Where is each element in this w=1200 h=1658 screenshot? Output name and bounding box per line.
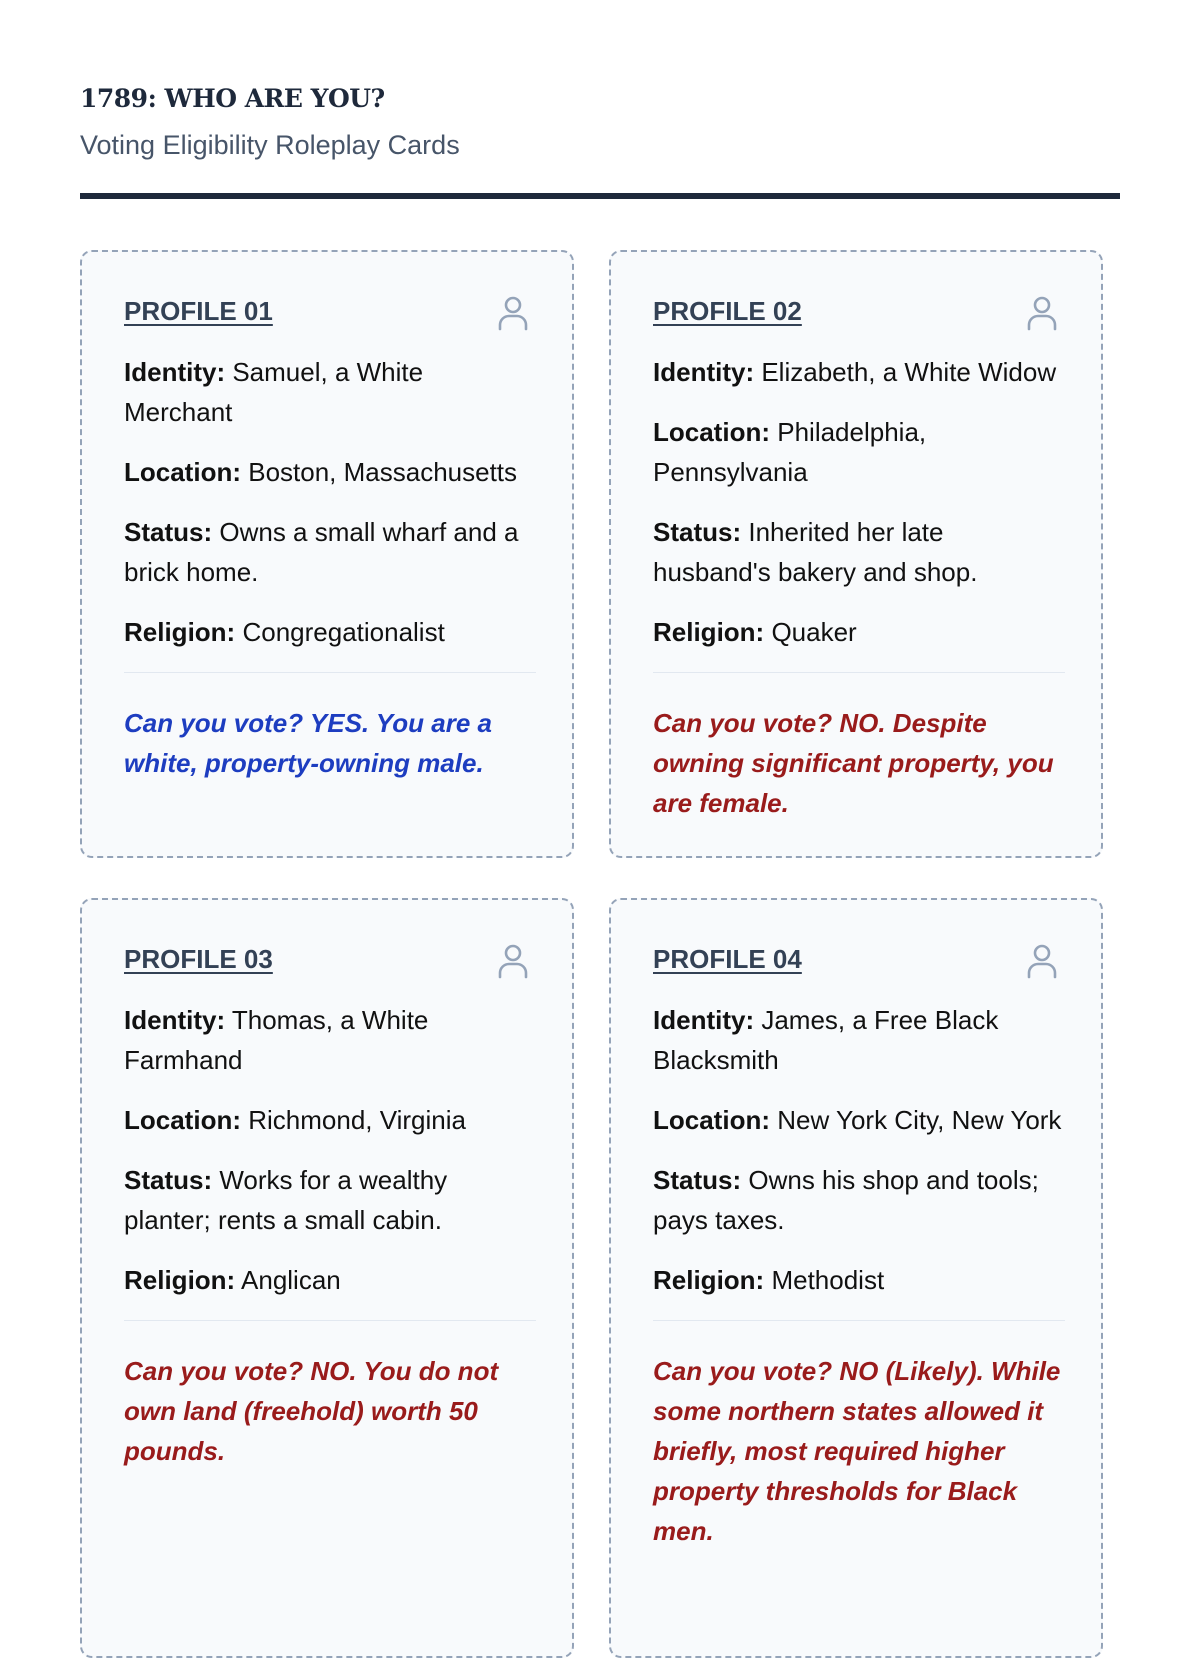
identity-label: Identity: [653, 357, 755, 387]
location-label: Location: [653, 1105, 770, 1135]
status-field [653, 1160, 1065, 1240]
status-label: Status: [124, 517, 213, 547]
location-field [653, 412, 1065, 492]
page-title: 1789: WHO ARE YOU? [80, 84, 385, 113]
religion-field [124, 1260, 536, 1300]
profile-label: PROFILE 02 [653, 296, 802, 326]
card-header [653, 942, 1059, 982]
location-label: Location: [124, 457, 241, 487]
religion-field [653, 1260, 1065, 1300]
profile-label: PROFILE 01 [124, 296, 273, 326]
religion-field [124, 612, 536, 652]
identity-field [653, 1000, 1065, 1080]
religion-field [653, 612, 1065, 652]
user-icon [1025, 942, 1059, 980]
location-value: Philadelphia, Pennsylvania [653, 417, 927, 487]
profile-label: PROFILE 04 [653, 944, 802, 974]
religion-value: Methodist [771, 1265, 885, 1295]
identity-value: James, a Free Black Blacksmith [653, 1005, 999, 1075]
location-field [653, 1100, 1065, 1140]
profile-card-01 [80, 250, 574, 858]
identity-value: Elizabeth, a White Widow [761, 357, 1057, 387]
user-icon [1025, 294, 1059, 332]
card-divider [653, 1320, 1065, 1321]
card-divider [653, 672, 1065, 673]
vote-verdict: Can you vote? NO. You do not own land (freehold) worth 50 pounds. [124, 1356, 499, 1466]
status-field [653, 512, 1065, 592]
religion-value: Congregationalist [242, 617, 445, 647]
card-divider [124, 672, 536, 673]
user-icon [496, 294, 530, 332]
status-field [124, 1160, 536, 1240]
card-divider [124, 1320, 536, 1321]
identity-value: Thomas, a White Farmhand [124, 1005, 429, 1075]
identity-label: Identity: [124, 1005, 226, 1035]
religion-value: Quaker [771, 617, 857, 647]
vote-verdict: Can you vote? NO. Despite owning significant property, you are female. [653, 708, 1054, 818]
religion-label: Religion: [653, 617, 765, 647]
identity-field [124, 352, 536, 432]
religion-label: Religion: [653, 1265, 765, 1295]
header-rule [80, 193, 1120, 199]
location-field [124, 452, 536, 492]
identity-label: Identity: [653, 1005, 755, 1035]
location-label: Location: [653, 417, 770, 447]
location-value: Boston, Massachusetts [248, 457, 518, 487]
religion-value: Anglican [241, 1265, 341, 1295]
card-header [653, 294, 1059, 334]
profile-card-03 [80, 898, 574, 1658]
status-value: Works for a wealthy planter; rents a small cabin. [124, 1165, 448, 1235]
location-label: Location: [124, 1105, 241, 1135]
profile-label: PROFILE 03 [124, 944, 273, 974]
page-subtitle: Voting Eligibility Roleplay Cards [80, 130, 460, 160]
status-value: Owns his shop and tools; pays taxes. [653, 1165, 1039, 1235]
card-header [124, 942, 530, 982]
religion-label: Religion: [124, 617, 236, 647]
identity-field [124, 1000, 536, 1080]
status-value: Owns a small wharf and a brick home. [124, 517, 519, 587]
status-field [124, 512, 536, 592]
identity-value: Samuel, a White Merchant [124, 357, 424, 427]
identity-label: Identity: [124, 357, 226, 387]
location-value: Richmond, Virginia [248, 1105, 466, 1135]
status-value: Inherited her late husband's bakery and shop. [653, 517, 978, 587]
status-label: Status: [124, 1165, 213, 1195]
religion-label: Religion: [124, 1265, 236, 1295]
status-label: Status: [653, 1165, 742, 1195]
location-field [124, 1100, 536, 1140]
user-icon [496, 942, 530, 980]
identity-field [653, 352, 1065, 392]
profile-card-04 [609, 898, 1103, 1658]
vote-verdict: Can you vote? NO (Likely). While some northern states allowed it briefly, most required higher property thresholds for Black men. [653, 1356, 1061, 1546]
profile-card-02 [609, 250, 1103, 858]
status-label: Status: [653, 517, 742, 547]
vote-verdict: Can you vote? YES. You are a white, property-owning male. [124, 708, 492, 778]
location-value: New York City, New York [777, 1105, 1062, 1135]
card-header [124, 294, 530, 334]
